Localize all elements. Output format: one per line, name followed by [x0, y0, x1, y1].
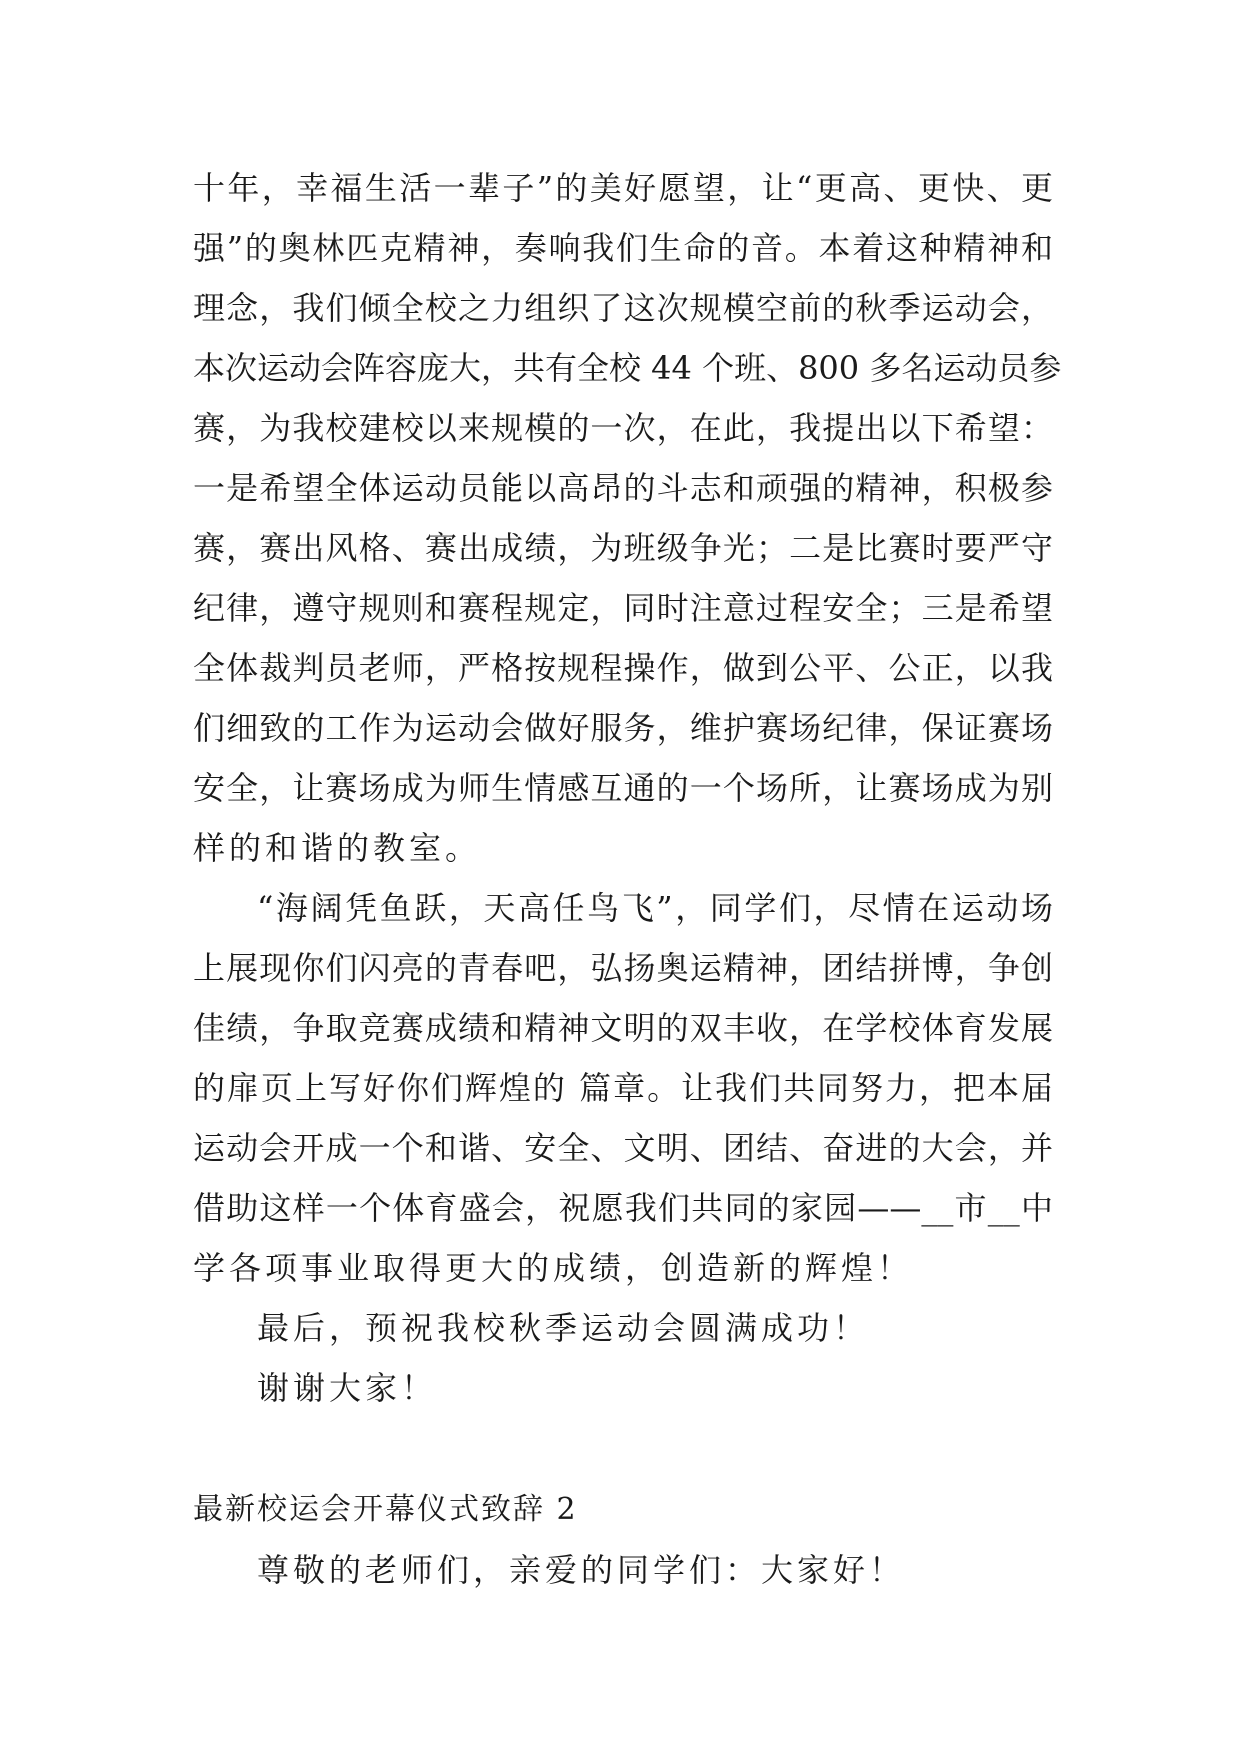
- text-line: “海阔凭鱼跃，天高任鸟飞”，同学们，尽情在运动场: [257, 889, 1053, 927]
- text-line: 纪律，遵守规则和赛程规定，同时注意过程安全；三是希望: [193, 589, 1053, 627]
- paragraph-body-1: [193, 158, 1062, 878]
- text-line: 一是希望全体运动员能以高昂的斗志和顽强的精神，积极参: [193, 469, 1053, 507]
- document-page: [193, 158, 1062, 1600]
- text-line: 的扉页上写好你们辉煌的 篇章。让我们共同努力，把本届: [193, 1069, 1053, 1107]
- text-line: 们细致的工作为运动会做好服务，维护赛场纪律，保证赛场: [193, 709, 1053, 747]
- text-line: 赛，为我校建校以来规模的一次，在此，我提出以下希望：: [193, 409, 1053, 447]
- text-line: 佳绩，争取竞赛成绩和精神文明的双丰收，在学校体育发展: [193, 1009, 1053, 1047]
- paragraph-body-2: [193, 878, 1053, 1298]
- text-line: 理念，我们倾全校之力组织了这次规模空前的秋季运动会，: [193, 289, 1053, 327]
- text-line: 借助这样一个体育盛会，祝愿我们共同的家园——__市__中: [193, 1189, 1053, 1227]
- greeting: 尊敬的老师们，亲爱的同学们：大家好！: [257, 1551, 906, 1589]
- text-line: 赛，赛出风格、赛出成绩，为班级争光；二是比赛时要严守: [193, 529, 1053, 567]
- text-line: 本次运动会阵容庞大，共有全校 44 个班、800 多名运动员参: [193, 349, 1062, 387]
- text-line: 学各项事业取得更大的成绩，创造新的辉煌！: [193, 1249, 914, 1287]
- text-line: 上展现你们闪亮的青春吧，弘扬奥运精神，团结拼博，争创: [193, 949, 1053, 987]
- closing-wish: 最后，预祝我校秋季运动会圆满成功！: [257, 1309, 870, 1347]
- text-line: 十年，幸福生活一辈子”的美好愿望，让“更高、更快、更: [193, 169, 1053, 207]
- text-line: 样的和谐的教室。: [193, 829, 482, 867]
- section-heading: 最新校运会开幕仪式致辞 2: [193, 1492, 578, 1527]
- text-line: 强”的奥林匹克精神，奏响我们生命的音。本着这种精神和: [193, 229, 1053, 267]
- text-line: 全体裁判员老师，严格按规程操作，做到公平、公正，以我: [193, 649, 1053, 687]
- closing-thanks: 谢谢大家！: [257, 1369, 438, 1407]
- text-line: 运动会开成一个和谐、安全、文明、团结、奋进的大会，并: [193, 1129, 1053, 1167]
- text-line: 安全，让赛场成为师生情感互通的一个场所，让赛场成为别: [193, 769, 1053, 807]
- section-gap: [193, 1418, 1053, 1480]
